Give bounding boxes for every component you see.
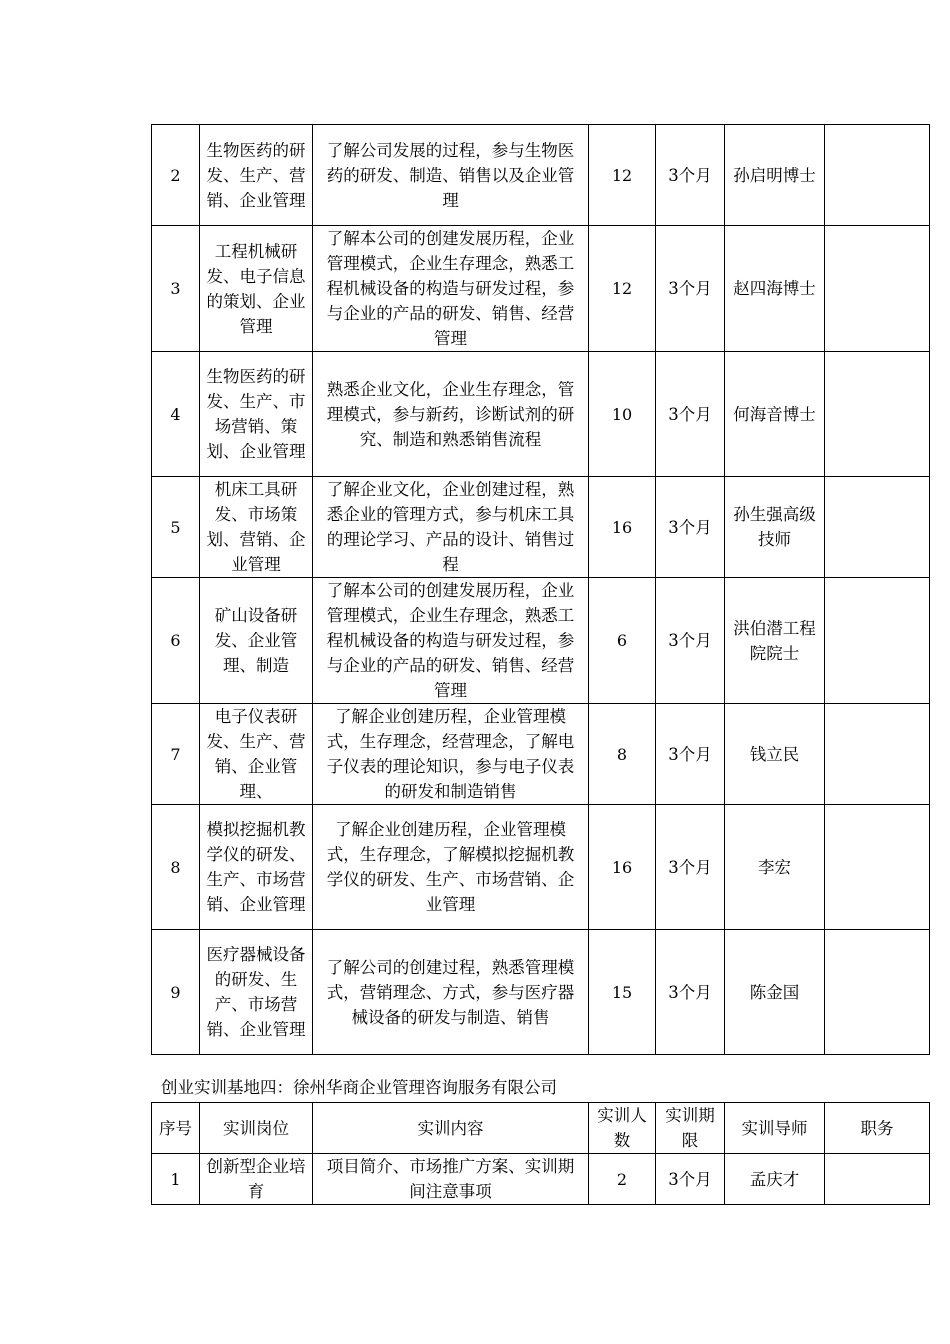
mentor-title bbox=[825, 805, 930, 930]
row-number: 7 bbox=[152, 704, 200, 805]
trainee-count: 8 bbox=[589, 704, 656, 805]
table-header-row bbox=[152, 1103, 930, 1154]
training-period: 3个月 bbox=[656, 352, 725, 477]
table-row bbox=[152, 125, 930, 226]
training-post: 医疗器械设备的研发、生产、市场营销、企业管理 bbox=[200, 930, 313, 1055]
mentor-title bbox=[825, 226, 930, 352]
training-period: 3个月 bbox=[656, 1154, 725, 1205]
training-content: 了解企业文化，企业创建过程，熟悉企业的管理方式，参与机床工具的理论学习、产品的设计、销售过程 bbox=[313, 477, 589, 578]
mentor-title bbox=[825, 125, 930, 226]
row-number: 4 bbox=[152, 352, 200, 477]
table-row bbox=[152, 805, 930, 930]
training-post: 矿山设备研发、企业管理、制造 bbox=[200, 578, 313, 704]
mentor: 钱立民 bbox=[725, 704, 825, 805]
row-number: 8 bbox=[152, 805, 200, 930]
mentor-title bbox=[825, 930, 930, 1055]
mentor: 赵四海博士 bbox=[725, 226, 825, 352]
trainee-count: 10 bbox=[589, 352, 656, 477]
table-row bbox=[152, 226, 930, 352]
table-row bbox=[152, 578, 930, 704]
training-content: 了解本公司的创建发展历程，企业管理模式，企业生存理念，熟悉工程机械设备的构造与研发过程，参与企业的产品的研发、销售、经营管理 bbox=[313, 578, 589, 704]
training-period: 3个月 bbox=[656, 477, 725, 578]
mentor: 孟庆才 bbox=[725, 1154, 825, 1205]
training-table-continued bbox=[151, 124, 930, 1055]
mentor: 陈金国 bbox=[725, 930, 825, 1055]
row-number: 3 bbox=[152, 226, 200, 352]
mentor: 孙启明博士 bbox=[725, 125, 825, 226]
row-number: 1 bbox=[152, 1154, 200, 1205]
training-post: 创新型企业培育 bbox=[200, 1154, 313, 1205]
mentor-title bbox=[825, 578, 930, 704]
training-post: 生物医药的研发、生产、营销、企业管理 bbox=[200, 125, 313, 226]
header-mentor: 实训导师 bbox=[725, 1103, 825, 1154]
training-content: 了解本公司的创建发展历程，企业管理模式，企业生存理念，熟悉工程机械设备的构造与研发过程，参与企业的产品的研发、销售、经营管理 bbox=[313, 226, 589, 352]
mentor: 孙生强高级技师 bbox=[725, 477, 825, 578]
training-post: 生物医药的研发、生产、市场营销、策划、企业管理 bbox=[200, 352, 313, 477]
trainee-count: 12 bbox=[589, 226, 656, 352]
training-period: 3个月 bbox=[656, 805, 725, 930]
trainee-count: 6 bbox=[589, 578, 656, 704]
header-period: 实训期限 bbox=[656, 1103, 725, 1154]
training-period: 3个月 bbox=[656, 704, 725, 805]
header-post: 实训岗位 bbox=[200, 1103, 313, 1154]
training-content: 了解企业创建历程，企业管理模式，生存理念，了解模拟挖掘机教学仪的研发、生产、市场营销、企业管理 bbox=[313, 805, 589, 930]
trainee-count: 12 bbox=[589, 125, 656, 226]
section-caption: 创业实训基地四：徐州华商企业管理咨询服务有限公司 bbox=[161, 1078, 557, 1097]
training-base-4-table bbox=[151, 1102, 930, 1205]
trainee-count: 15 bbox=[589, 930, 656, 1055]
trainee-count: 16 bbox=[589, 805, 656, 930]
trainee-count: 16 bbox=[589, 477, 656, 578]
training-post: 电子仪表研发、生产、营销、企业管理、 bbox=[200, 704, 313, 805]
row-number: 5 bbox=[152, 477, 200, 578]
header-content: 实训内容 bbox=[313, 1103, 589, 1154]
mentor: 李宏 bbox=[725, 805, 825, 930]
training-post: 机床工具研发、市场策划、营销、企业管理 bbox=[200, 477, 313, 578]
row-number: 9 bbox=[152, 930, 200, 1055]
mentor-title bbox=[825, 477, 930, 578]
row-number: 2 bbox=[152, 125, 200, 226]
training-post: 模拟挖掘机教学仪的研发、生产、市场营销、企业管理 bbox=[200, 805, 313, 930]
row-number: 6 bbox=[152, 578, 200, 704]
table-row bbox=[152, 352, 930, 477]
header-title: 职务 bbox=[825, 1103, 930, 1154]
mentor-title bbox=[825, 1154, 930, 1205]
training-period: 3个月 bbox=[656, 226, 725, 352]
training-content: 了解公司的创建过程，熟悉管理模式，营销理念、方式，参与医疗器械设备的研发与制造、销售 bbox=[313, 930, 589, 1055]
training-content: 了解公司发展的过程，参与生物医药的研发、制造、销售以及企业管理 bbox=[313, 125, 589, 226]
training-period: 3个月 bbox=[656, 578, 725, 704]
training-period: 3个月 bbox=[656, 125, 725, 226]
table-row bbox=[152, 704, 930, 805]
trainee-count: 2 bbox=[589, 1154, 656, 1205]
training-content: 熟悉企业文化，企业生存理念，管理模式，参与新药，诊断试剂的研究、制造和熟悉销售流程 bbox=[313, 352, 589, 477]
mentor: 洪伯潜工程院院士 bbox=[725, 578, 825, 704]
training-content: 了解企业创建历程，企业管理模式，生存理念，经营理念，了解电子仪表的理论知识，参与电子仪表的研发和制造销售 bbox=[313, 704, 589, 805]
table-row bbox=[152, 477, 930, 578]
header-number: 序号 bbox=[152, 1103, 200, 1154]
header-count: 实训人数 bbox=[589, 1103, 656, 1154]
table-row bbox=[152, 930, 930, 1055]
training-content: 项目简介、市场推广方案、实训期间注意事项 bbox=[313, 1154, 589, 1205]
mentor: 何海音博士 bbox=[725, 352, 825, 477]
table-row bbox=[152, 1154, 930, 1205]
training-period: 3个月 bbox=[656, 930, 725, 1055]
training-post: 工程机械研发、电子信息的策划、企业管理 bbox=[200, 226, 313, 352]
mentor-title bbox=[825, 352, 930, 477]
mentor-title bbox=[825, 704, 930, 805]
